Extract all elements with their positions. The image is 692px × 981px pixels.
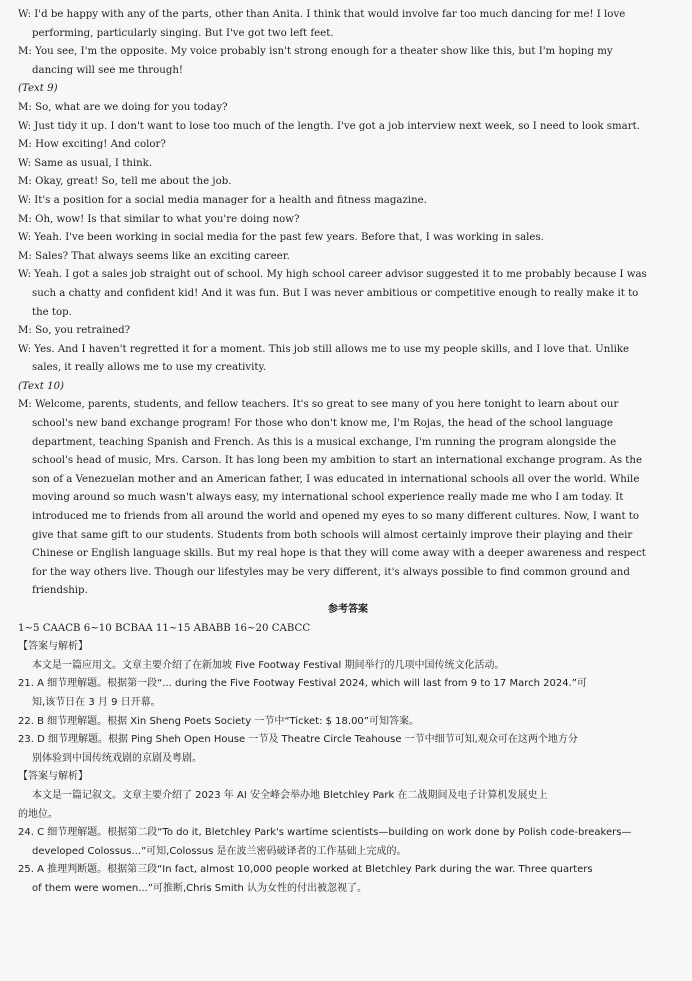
dialogue-continuation: department, teaching Spanish and French. As this is a musical exchange, I'm running the program alongside the — [32, 436, 617, 448]
explanation-continuation: of them were women...”可推断,Chris Smith 认为女性的付出被忽视了。 — [32, 882, 368, 894]
dialogue-continuation: introduced me to friends from all around the world and opened my eyes to so many different cultures. Now, I want to — [32, 511, 640, 523]
explanation-continuation: 知,该节日在 3 月 9 日开幕。 — [32, 696, 161, 708]
explanation-summary: 本文是一篇应用文。文章主要介绍了在新加坡 Five Footway Festival 期间举行的几项中国传统文化活动。 — [32, 659, 505, 671]
dialogue-continuation: dancing will see me through! — [32, 64, 184, 76]
explanation-line: 24. C 细节理解题。根据第二段“To do it, Bletchley Park's wartime scientists—building on work done by Polish code-breakers— — [18, 827, 632, 839]
dialogue-line: M: So, you retrained? — [18, 325, 131, 337]
dialogue-line: W: Yes. And I haven't regretted it for a moment. This job still allows me to use my people skills, and I love that. Unlike — [18, 343, 630, 355]
dialogue-line: M: Okay, great! So, tell me about the job. — [18, 176, 232, 188]
explanation-continuation: developed Colossus...”可知,Colossus 是在波兰密码破译者的工作基础上完成的。 — [32, 845, 407, 857]
dialogue-line: M: Oh, wow! Is that similar to what you're doing now? — [18, 213, 300, 225]
explanation-continuation: 别体验到中国传统戏剧的京剧及粤剧。 — [32, 752, 202, 764]
dialogue-line: M: How exciting! And color? — [18, 139, 166, 151]
dialogue-line: M: Sales? That always seems like an exciting career. — [18, 250, 290, 262]
dialogue-line: W: Yeah. I got a sales job straight out of school. My high school career advisor suggested it to me probably because I was — [18, 269, 647, 281]
dialogue-continuation: give that same gift to our students. Students from both schools will almost certainly improve their playing and their — [32, 529, 633, 541]
explanation-line: 【答案与解析】 — [18, 641, 88, 653]
dialogue-continuation: sales, it really allows me to use my creativity. — [32, 362, 267, 374]
dialogue-continuation: such a chatty and confident kid! And it was fun. But I was never ambitious or competitive enough to really make it to — [32, 287, 639, 299]
dialogue-line: W: Just tidy it up. I don't want to lose too much of the length. I've got a job interview next week, so I need to look smart. — [18, 120, 640, 132]
explanation-line: 25. A 推理判断题。根据第三段“In fact, almost 10,000 people worked at Bletchley Park during the war. Three quarters — [18, 864, 593, 876]
dialogue-continuation: moving around so much wasn't always easy, my international school experience really made me who I am today. It — [32, 492, 624, 504]
section-title: 参考答案 — [328, 604, 368, 615]
dialogue-line: W: I'd be happy with any of the parts, other than Anita. I think that would involve far too much dancing for me! I love — [18, 9, 626, 20]
dialogue-continuation: son of a Venezuelan mother and an American father, I was educated in international schools all over the world. While — [32, 473, 640, 485]
explanation-line: 22. B 细节理解题。根据 Xin Sheng Poets Society 一节中“Ticket: $ 18.00”可知答案。 — [18, 715, 419, 727]
answer-key: 1~5 CAACB 6~10 BCBAA 11~15 ABABB 16~20 CABCC — [18, 622, 311, 634]
text-label: (Text 9) — [18, 83, 58, 95]
dialogue-continuation: for the way others live. Though our lifestyles may be very different, it's always possible to find common ground and — [32, 566, 630, 578]
dialogue-continuation: Chinese or English language skills. But my real hope is that they will come away with a deeper awareness and respect — [32, 548, 646, 560]
explanation-line: 23. D 细节理解题。根据 Ping Sheh Open House 一节及 Theatre Circle Teahouse 一节中细节可知,观众可在这两个地方分 — [18, 734, 578, 746]
dialogue-line: W: Yeah. I've been working in social media for the past few years. Before that, I was working in sales. — [18, 232, 544, 244]
dialogue-line: M: Welcome, parents, students, and fellow teachers. It's so great to see many of you here tonight to learn about our — [18, 399, 619, 411]
text-label: (Text 10) — [18, 380, 65, 392]
dialogue-line: W: Same as usual, I think. — [18, 157, 153, 169]
dialogue-line: M: You see, I'm the opposite. My voice probably isn't strong enough for a theater show like this, but I'm hoping my — [18, 46, 613, 58]
explanation-line: 21. A 细节理解题。根据第一段“... during the Five Footway Festival 2024, which will last from 9 to 17 March 2024.”可 — [18, 678, 587, 690]
dialogue-continuation: school's head of music, Mrs. Carson. It has long been my ambition to start an international exchange program. As the — [32, 455, 642, 467]
explanation-summary: 本文是一篇记叙文。文章主要介绍了 2023 年 AI 安全峰会举办地 Bletchley Park 在二战期间及电子计算机发展史上 — [32, 789, 548, 801]
dialogue-continuation: performing, particularly singing. But I've got two left feet. — [32, 27, 334, 39]
dialogue-continuation: the top. — [32, 306, 72, 318]
dialogue-line: W: It's a position for a social media manager for a health and fitness magazine. — [18, 194, 427, 206]
dialogue-continuation: school's new band exchange program! For those who don't know me, I'm Rojas, the head of the school language — [32, 418, 613, 430]
explanation-line: 的地位。 — [18, 808, 58, 820]
dialogue-line: M: So, what are we doing for you today? — [18, 101, 228, 113]
explanation-line: 【答案与解析】 — [18, 771, 88, 783]
dialogue-continuation: friendship. — [32, 585, 88, 597]
